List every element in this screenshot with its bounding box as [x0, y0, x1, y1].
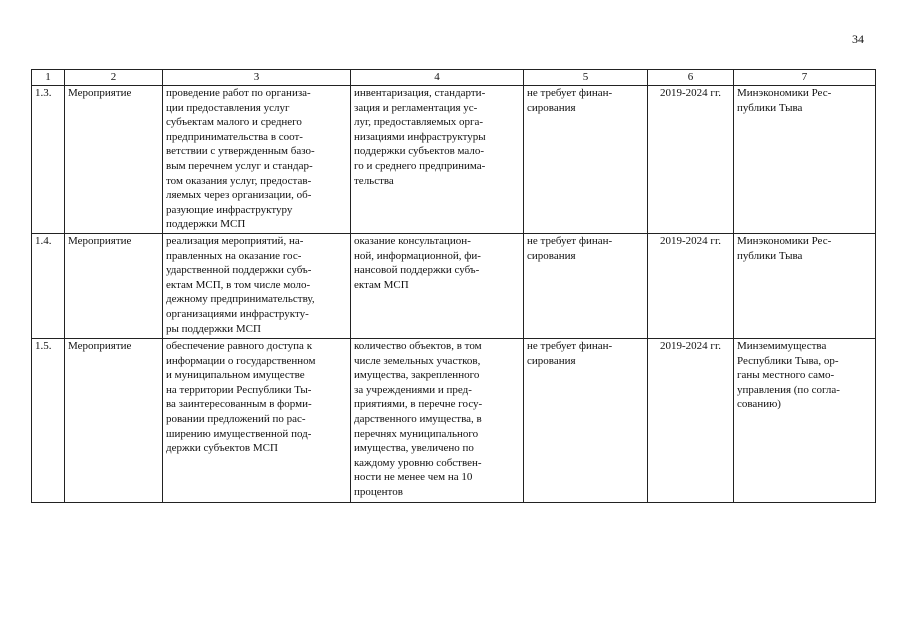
table-row — [32, 339, 876, 503]
table-row — [32, 234, 876, 339]
header-cell-7: 7 — [734, 70, 876, 86]
row-type-cell: Мероприятие — [65, 234, 163, 339]
row-number-cell: 1.4. — [32, 234, 65, 339]
row-type-cell: Мероприятие — [65, 339, 163, 503]
row-financing-cell: не требует финан- сирования — [524, 339, 648, 503]
header-cell-4: 4 — [351, 70, 524, 86]
page-number: 34 — [852, 32, 864, 46]
row-period-cell: 2019-2024 гг. — [648, 339, 734, 503]
row-executor-cell: Минэкономики Рес- публики Тыва — [734, 86, 876, 234]
table-row — [32, 86, 876, 234]
row-financing-cell: не требует финан- сирования — [524, 234, 648, 339]
header-cell-5: 5 — [524, 70, 648, 86]
header-cell-6: 6 — [648, 70, 734, 86]
row-result-cell: инвентаризация, стандарти- зация и регламентация ус- луг, предоставляемых орга- низациями инфраструктуры поддержки субъектов мало- го и среднего предпринима- тельства — [351, 86, 524, 234]
row-executor-cell: Минземимущества Республики Тыва, ор- ганы местного само- управления (по согла- сованию) — [734, 339, 876, 503]
row-type-cell: Мероприятие — [65, 86, 163, 234]
row-executor-cell: Минэкономики Рес- публики Тыва — [734, 234, 876, 339]
row-description-cell: проведение работ по организа- ции предоставления услуг субъектам малого и среднего предпринимательства в соот- ветствии с утвержденным базо- вым перечнем услуг и стандар- том оказания услуг, предостав- ляемых через организации, об- разующие инфраструктуру поддержки МСП — [163, 86, 351, 234]
row-description-cell: обеспечение равного доступа к информации о государственном и муниципальном имуществе на территории Республики Ты- ва заинтересованным в форми- ровании предложений по рас- ширению имущественной под- держки субъектов МСП — [163, 339, 351, 503]
header-cell-1: 1 — [32, 70, 65, 86]
header-cell-2: 2 — [65, 70, 163, 86]
row-result-cell: количество объектов, в том числе земельных участков, имущества, закрепленного за учреждениями и пред- приятиями, в перечне госу- дарственного имущества, в перечнях муниципального имущества, увеличено по каждому уровню собствен- ности не менее чем на 10 процентов — [351, 339, 524, 503]
action-plan-table — [31, 69, 876, 503]
header-cell-3: 3 — [163, 70, 351, 86]
row-period-cell: 2019-2024 гг. — [648, 234, 734, 339]
row-period-cell: 2019-2024 гг. — [648, 86, 734, 234]
row-financing-cell: не требует финан- сирования — [524, 86, 648, 234]
row-number-cell: 1.3. — [32, 86, 65, 234]
row-description-cell: реализация мероприятий, на- правленных на оказание гос- ударственной поддержки субъ- ектам МСП, в том числе моло- дежному предпринимательству, организациями инфраструкту- ры поддержки МСП — [163, 234, 351, 339]
row-result-cell: оказание консультацион- ной, информационной, фи- нансовой поддержки субъ- ектам МСП — [351, 234, 524, 339]
header-row — [32, 70, 876, 86]
row-number-cell: 1.5. — [32, 339, 65, 503]
